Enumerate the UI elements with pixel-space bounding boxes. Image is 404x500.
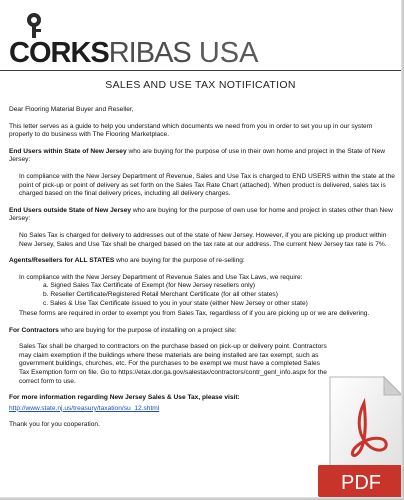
section-heading: End Users within State of New Jersey: [9, 147, 127, 155]
section-heading: For Contractors: [9, 326, 59, 334]
section-heading-rest: who are buying for the purpose of installing on a project site:: [58, 326, 237, 334]
list-item: b. Reseller Certificate/Registered Retail Merchant Certificate (for all other states): [43, 290, 278, 298]
tax-info-link[interactable]: http://www.state.nj.us/treasury/taxation/su_12.shtml: [9, 404, 160, 412]
company-logo: [9, 12, 259, 69]
pdf-label: PDF: [341, 472, 381, 494]
section-heading: End Users outside State of New Jersey: [9, 206, 132, 214]
intro-paragraph: This letter serves as a guide to help you understand which documents we need from you in order to set you up in our system properly to do business with The Flooring Marketplace.: [9, 122, 373, 139]
list-item: a. Signed Sales Tax Certificate of Exempt (for New Jersey resellers only): [43, 282, 256, 290]
section-contractors-heading: [9, 327, 397, 336]
section-resellers-note: These forms are required in order to exempt you from Sales Tax, regardless of if you are picking up or we are delivering.: [19, 310, 370, 318]
section-out-of-state-text: No Sales Tax is charged for delivery to addresses out of the state of New Jersey. However, if you are picking up product within New Jersey, Sales and Use Tax shall be charged based on the tax rate at our address. The current New Jersey tax rate is 7%.: [19, 231, 387, 248]
logo-usa: USA: [190, 37, 259, 69]
logo-ribas: RIBAS: [108, 37, 191, 69]
pdf-download-icon[interactable]: [318, 375, 404, 497]
logo-corks: CORKS: [9, 37, 109, 69]
logo-wordmark: [9, 38, 258, 68]
section-nj-end-users-text: In compliance with the New Jersey Department of Revenue, Sales and Use Tax is charged to END USERS within the state at the point of pick-up or point of delivery as set forth on the Sales Tax Rate Chart (attached). When product is delivered, sales tax is charged based on the final delivery prices, including all delivery charges.: [19, 172, 395, 198]
closing-line: Thank you for you cooperation.: [9, 421, 100, 429]
list-item: c. Sales & Use Tax Certificate issued to you in your state (either New Jersey or other state): [43, 299, 308, 307]
greeting: Dear Flooring Material Buyer and Reseller,: [9, 106, 134, 113]
section-out-of-state-heading: [9, 207, 397, 224]
section-nj-end-users-heading: [9, 148, 397, 165]
cork-logo-icon: [23, 12, 45, 38]
section-heading-rest: who are buying for the purpose of re-selling:: [114, 257, 245, 265]
section-heading-rest: who are buying for the purpose of use in their own home and project in the State of New Jersey:: [9, 147, 386, 164]
section-heading: Agents/Resellers for ALL STATES: [9, 257, 115, 265]
section-heading-rest: who are buying for the purpose of own use for home and project in states other than New Jersey:: [9, 206, 393, 223]
section-resellers-text: In compliance with the New Jersey Department of Revenue Sales and Use Tax Laws, we require:: [19, 273, 303, 281]
header-divider: [0, 70, 401, 71]
section-resellers-heading: [9, 257, 397, 266]
document-title: SALES AND USE TAX NOTIFICATION: [105, 79, 296, 91]
section-contractors-text: Sales Tax shall be charged to contractors on the purchase based on pick-up or delivery point. Contractors may claim exemption if the buildings where these materials are being installed are tax exempt, such as government buildings, churches, etc. For the purchases to be exempt we must have a completed Sales Tax Exemption form on file. Go to https://etax.dor.ga.gov/salestax/contractors/contr_genl_info.aspx for the correct form to use.: [19, 343, 327, 385]
more-info-heading: For more information regarding New Jersey Sales & Use Tax, please visit:: [9, 394, 240, 402]
